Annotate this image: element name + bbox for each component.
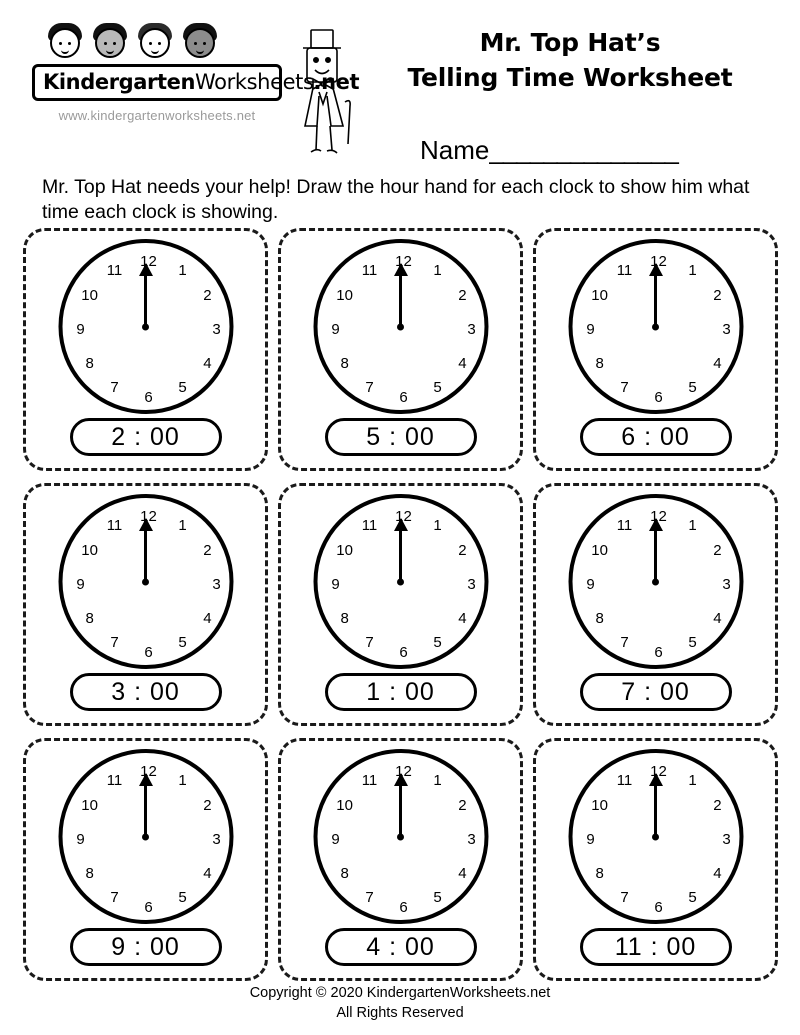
clock-numeral-4: 4: [458, 864, 467, 882]
clock-numeral-12: 12: [395, 252, 412, 270]
clock-numeral-11: 11: [106, 771, 123, 789]
time-label-6: 7 : 00: [580, 673, 732, 711]
time-label-5: 1 : 00: [325, 673, 477, 711]
clock-numeral-1: 1: [178, 771, 187, 789]
clock-numeral-8: 8: [595, 354, 604, 372]
clock-numeral-6: 6: [399, 898, 408, 916]
clock-numeral-7: 7: [110, 634, 119, 652]
clock-numeral-5: 5: [433, 889, 442, 907]
worksheet-title: [365, 28, 775, 92]
clock-numeral-4: 4: [458, 354, 467, 372]
clock-numeral-9: 9: [76, 830, 85, 848]
time-label-7: 9 : 00: [70, 928, 222, 966]
clock-card-2[interactable]: [278, 228, 523, 471]
clock-numeral-2: 2: [713, 286, 722, 304]
clock-numeral-12: 12: [395, 507, 412, 525]
clock-numeral-7: 7: [110, 889, 119, 907]
name-label: Name: [420, 135, 490, 165]
minute-hand: [654, 774, 657, 837]
clock-numeral-12: 12: [650, 252, 667, 270]
minute-hand: [144, 519, 147, 582]
clock-numeral-5: 5: [688, 634, 697, 652]
clock-numeral-6: 6: [399, 388, 408, 406]
clock-numeral-8: 8: [85, 354, 94, 372]
clock-numeral-9: 9: [586, 830, 595, 848]
minute-hand: [399, 519, 402, 582]
rights-text: All Rights Reserved: [336, 1005, 464, 1021]
minute-hand: [399, 774, 402, 837]
copyright-text: Copyright © 2020 KindergartenWorksheets.net: [249, 985, 551, 1001]
clock-numeral-4: 4: [203, 864, 212, 882]
clock-numeral-11: 11: [616, 771, 633, 789]
time-label-9: 11 : 00: [580, 928, 732, 966]
clock-numeral-4: 4: [713, 354, 722, 372]
clock-numeral-3: 3: [212, 575, 221, 593]
clock-face-6[interactable]: [568, 494, 743, 669]
clock-numeral-9: 9: [586, 320, 595, 338]
clock-numeral-7: 7: [620, 889, 629, 907]
clock-numeral-7: 7: [620, 634, 629, 652]
logo-wordmark: [32, 64, 360, 101]
clock-numeral-11: 11: [361, 771, 378, 789]
time-label-1: 2 : 00: [70, 418, 222, 456]
minute-hand: [654, 264, 657, 327]
clock-numeral-2: 2: [203, 286, 212, 304]
clock-numeral-4: 4: [203, 609, 212, 627]
clock-numeral-11: 11: [616, 261, 633, 279]
clock-numeral-4: 4: [458, 609, 467, 627]
clock-numeral-12: 12: [650, 507, 667, 525]
clock-numeral-5: 5: [433, 379, 442, 397]
clock-numeral-1: 1: [433, 771, 442, 789]
clock-numeral-5: 5: [178, 634, 187, 652]
clock-numeral-12: 12: [140, 507, 157, 525]
clock-numeral-1: 1: [178, 516, 187, 534]
page-footer: [0, 983, 800, 1023]
clock-face-2[interactable]: [313, 239, 488, 414]
title-line-2: Telling Time Worksheet: [407, 63, 733, 92]
time-label-2: 5 : 00: [325, 418, 477, 456]
minute-hand: [399, 264, 402, 327]
clock-numeral-10: 10: [81, 286, 98, 304]
clock-face-9[interactable]: [568, 749, 743, 924]
clock-numeral-9: 9: [331, 575, 340, 593]
clock-numeral-1: 1: [433, 516, 442, 534]
clock-numeral-1: 1: [433, 261, 442, 279]
clock-numeral-6: 6: [144, 388, 153, 406]
clock-numeral-2: 2: [713, 541, 722, 559]
clock-numeral-8: 8: [340, 864, 349, 882]
clock-numeral-10: 10: [591, 796, 608, 814]
clock-numeral-9: 9: [76, 320, 85, 338]
kid-face-3-icon: [136, 22, 174, 64]
clock-numeral-10: 10: [591, 541, 608, 559]
clock-face-7[interactable]: [58, 749, 233, 924]
clock-numeral-8: 8: [595, 609, 604, 627]
clock-numeral-10: 10: [336, 796, 353, 814]
minute-hand: [654, 519, 657, 582]
clock-numeral-11: 11: [616, 516, 633, 534]
clock-numeral-4: 4: [713, 864, 722, 882]
clock-numeral-9: 9: [586, 575, 595, 593]
clock-numeral-10: 10: [336, 541, 353, 559]
clock-numeral-7: 7: [365, 889, 374, 907]
clock-card-3[interactable]: [533, 228, 778, 471]
clock-numeral-3: 3: [722, 320, 731, 338]
clock-numeral-3: 3: [722, 575, 731, 593]
clock-numeral-2: 2: [458, 796, 467, 814]
kid-face-2-icon: [91, 22, 129, 64]
clock-numeral-6: 6: [144, 898, 153, 916]
clock-numeral-12: 12: [140, 762, 157, 780]
page-header: [0, 0, 800, 175]
logo-kids-illustration: [38, 22, 282, 64]
clock-card-5[interactable]: [278, 483, 523, 726]
clock-numeral-3: 3: [212, 830, 221, 848]
clock-numeral-2: 2: [203, 541, 212, 559]
clock-numeral-3: 3: [722, 830, 731, 848]
clock-numeral-12: 12: [140, 252, 157, 270]
logo-word-kindergarten: Kindergarten: [43, 70, 196, 94]
minute-hand: [144, 774, 147, 837]
clock-numeral-8: 8: [85, 864, 94, 882]
time-label-3: 6 : 00: [580, 418, 732, 456]
clock-numeral-9: 9: [331, 830, 340, 848]
clock-numeral-4: 4: [713, 609, 722, 627]
clock-numeral-11: 11: [106, 261, 123, 279]
clock-card-6[interactable]: [533, 483, 778, 726]
clock-numeral-1: 1: [688, 516, 697, 534]
name-field[interactable]: [420, 135, 678, 166]
clock-numeral-6: 6: [399, 643, 408, 661]
clock-numeral-5: 5: [433, 634, 442, 652]
clock-numeral-7: 7: [365, 379, 374, 397]
logo-url-text: www.kindergartenworksheets.net: [58, 108, 256, 123]
time-label-8: 4 : 00: [325, 928, 477, 966]
clock-numeral-6: 6: [144, 643, 153, 661]
clock-numeral-4: 4: [203, 354, 212, 372]
clock-face-1[interactable]: [58, 239, 233, 414]
clock-face-4[interactable]: [58, 494, 233, 669]
clock-numeral-2: 2: [713, 796, 722, 814]
clock-numeral-10: 10: [81, 796, 98, 814]
clock-numeral-3: 3: [467, 320, 476, 338]
clock-numeral-8: 8: [85, 609, 94, 627]
clock-numeral-5: 5: [178, 889, 187, 907]
title-line-1: Mr. Top Hat’s: [479, 28, 661, 57]
clock-numeral-11: 11: [361, 261, 378, 279]
site-logo: [32, 22, 360, 123]
clock-numeral-7: 7: [110, 379, 119, 397]
clock-numeral-3: 3: [467, 575, 476, 593]
clock-grid: [18, 228, 783, 993]
clock-numeral-1: 1: [688, 261, 697, 279]
clock-card-8[interactable]: [278, 738, 523, 981]
clock-numeral-3: 3: [467, 830, 476, 848]
clock-numeral-12: 12: [395, 762, 412, 780]
clock-numeral-6: 6: [654, 388, 663, 406]
clock-card-9[interactable]: [533, 738, 778, 981]
kid-face-4-icon: [181, 22, 219, 64]
clock-numeral-9: 9: [76, 575, 85, 593]
clock-numeral-8: 8: [595, 864, 604, 882]
clock-face-8[interactable]: [313, 749, 488, 924]
clock-numeral-1: 1: [178, 261, 187, 279]
clock-card-1[interactable]: [23, 228, 268, 471]
time-label-4: 3 : 00: [70, 673, 222, 711]
clock-numeral-5: 5: [178, 379, 187, 397]
clock-numeral-8: 8: [340, 609, 349, 627]
clock-numeral-5: 5: [688, 379, 697, 397]
clock-numeral-6: 6: [654, 898, 663, 916]
instructions-text: Mr. Top Hat needs your help! Draw the hour hand for each clock to show him what time each clock is showing.: [42, 176, 750, 223]
clock-numeral-2: 2: [458, 541, 467, 559]
clock-numeral-12: 12: [650, 762, 667, 780]
clock-numeral-10: 10: [336, 286, 353, 304]
clock-numeral-11: 11: [361, 516, 378, 534]
clock-numeral-3: 3: [212, 320, 221, 338]
kid-face-1-icon: [46, 22, 84, 64]
name-blank-line: ______________: [489, 135, 678, 165]
clock-numeral-6: 6: [654, 643, 663, 661]
clock-numeral-9: 9: [331, 320, 340, 338]
clock-numeral-7: 7: [365, 634, 374, 652]
clock-numeral-2: 2: [458, 286, 467, 304]
clock-card-4[interactable]: [23, 483, 268, 726]
clock-card-7[interactable]: [23, 738, 268, 981]
logo-word-net: .net: [313, 70, 360, 94]
top-hat-mascot-icon: [293, 26, 363, 161]
clock-numeral-1: 1: [688, 771, 697, 789]
minute-hand: [144, 264, 147, 327]
clock-face-5[interactable]: [313, 494, 488, 669]
clock-numeral-10: 10: [81, 541, 98, 559]
clock-face-3[interactable]: [568, 239, 743, 414]
clock-numeral-10: 10: [591, 286, 608, 304]
logo-word-worksheets: Worksheets: [195, 70, 314, 94]
clock-numeral-8: 8: [340, 354, 349, 372]
clock-numeral-2: 2: [203, 796, 212, 814]
clock-numeral-7: 7: [620, 379, 629, 397]
clock-numeral-5: 5: [688, 889, 697, 907]
clock-numeral-11: 11: [106, 516, 123, 534]
